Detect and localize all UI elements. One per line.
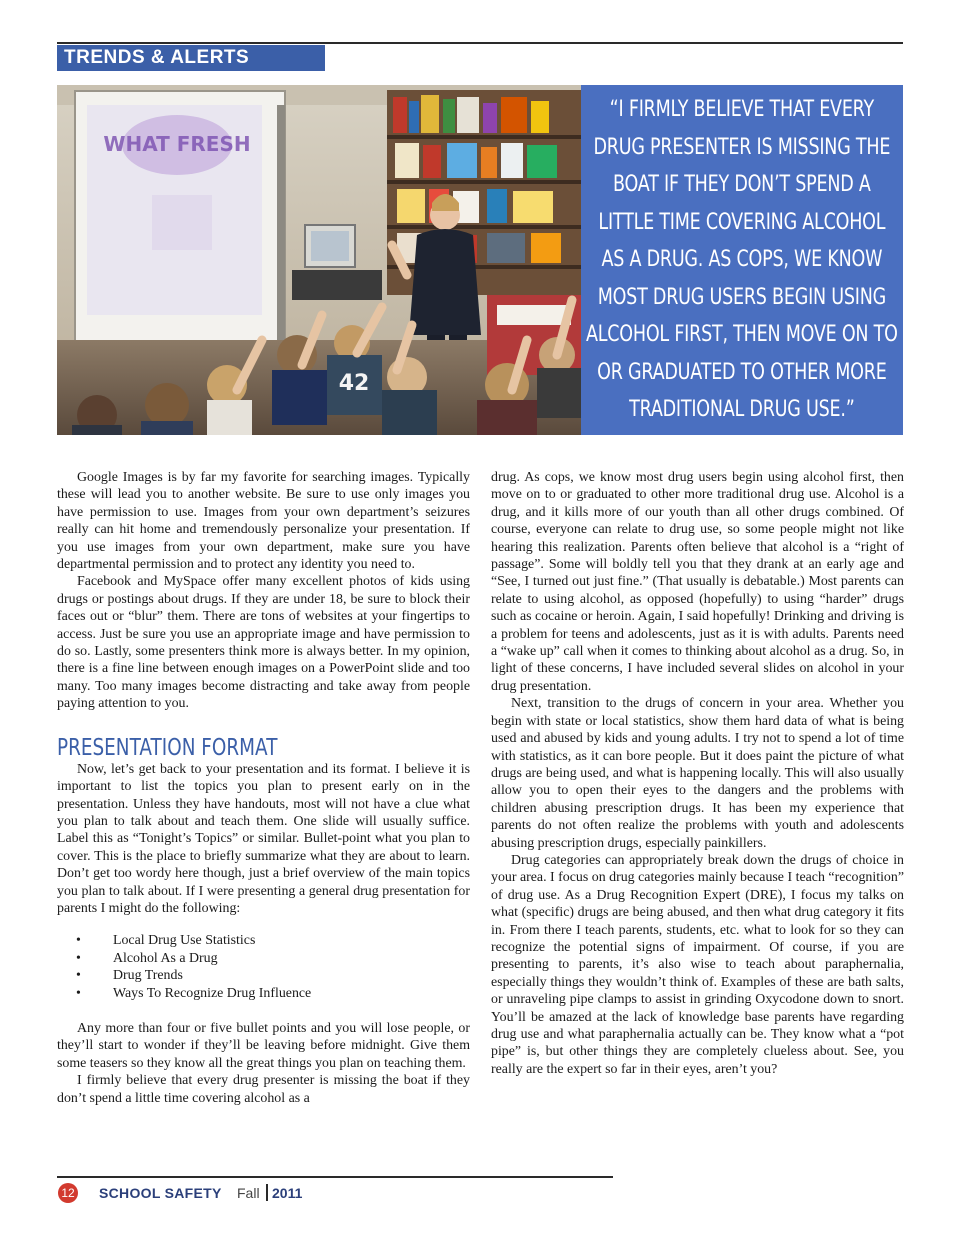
body-paragraph: I firmly believe that every drug presenter is missing the boat if they don’t spend a little time covering alcohol as a — [57, 1073, 470, 1106]
list-item — [57, 932, 470, 949]
pull-quote-line: TRADITIONAL DRUG USE.” — [629, 396, 855, 423]
body-paragraph: Google Images is by far my favorite for searching images. Typically these will lead you to another website. Be sure to use only images you have permission to use. Images from your own department’s seizures really can hit home and tremendously personalize your presentation. If you use images from your own department, make sure you have departmental permission and to protect any identity you need to. — [57, 470, 470, 573]
pull-quote-line: OR GRADUATED TO OTHER MORE — [597, 358, 887, 385]
body-paragraph: Drug categories can appropriately break down the drugs of choice in your area. I focus on drug categories mainly because I teach “recognition” of drug use. As a Drug Recognition Expert (DRE), I focus my talks on what (specific) drugs are being abused, and then what drug category it fits in. From there I teach parents, students, etc. what to look for so they can recognize the potential signs of impairment. Of course, if you are presenting to parents, it’s also wise to teach about paraphernalia, especially things they wouldn’t think of. Examples of these are bath salts, or unraveling pipe clamps to assist in grinding Oxycodone down to snort. You’ll be amazed at the lack of knowledge base parents have regarding drug use and what paraphernalia actually can be. They know what a “pot pipe” is, but other things they are completely clueless about. See, you really are the expert so far in their eyes, aren’t you? — [491, 852, 904, 1077]
issue-season: Fall — [237, 1185, 260, 1201]
article-column-right — [491, 469, 904, 1078]
screen-text: WHAT FRESH — [103, 132, 251, 156]
publication-title: SCHOOL SAFETY — [99, 1185, 222, 1201]
footer-rule — [57, 1176, 613, 1178]
pull-quote-line: LITTLE TIME COVERING ALCOHOL — [598, 208, 886, 235]
list-item — [57, 967, 470, 984]
page-number-badge: 12 — [58, 1183, 78, 1203]
pull-quote-line: ALCOHOL FIRST, THEN MOVE ON TO — [586, 321, 898, 348]
body-paragraph: Any more than four or five bullet points and you will lose people, or they’ll start to wonder if they’ll be leaving before midnight. Give them some teasers so they know all the great things you plan on teaching them. — [57, 1020, 470, 1071]
header-rule — [57, 42, 903, 44]
footer-divider — [266, 1184, 268, 1201]
pull-quote-line: BOAT IF THEY DON’T SPEND A — [613, 171, 871, 198]
bullet-icon: • — [76, 950, 81, 966]
list-item — [57, 950, 470, 967]
bullet-icon: • — [76, 968, 81, 984]
body-paragraph: Now, let’s get back to your presentation and its format. I believe it is important to list the topics you plan to present early on in the presentation. Unless they have handouts, most will not have a clue what you plan to talk about and teach them. One slide will usually suffice. Label this as “Tonight’s Topics” or similar. Bullet-point what you plan to cover. This is the place to briefly summarize what they are about to learn. Don’t get too wordy here though, just a brief overview of the main topics you plan to talk about. If I were presenting a general drug presentation for parents I might do the following: — [57, 761, 470, 916]
classroom-photo — [57, 85, 581, 435]
article-column-left — [57, 469, 470, 1107]
pull-quote-line: DRUG PRESENTER IS MISSING THE — [593, 133, 891, 160]
jersey-number: 42 — [338, 371, 370, 396]
pull-quote-box — [581, 85, 903, 435]
pull-quote-line: AS A DRUG. AS COPS, WE KNOW — [601, 246, 883, 273]
list-item-label: Drug Trends — [113, 968, 183, 984]
issue-year: 2011 — [272, 1185, 303, 1201]
section-tag: TRENDS & ALERTS — [57, 45, 325, 71]
topic-list — [57, 932, 470, 1002]
pull-quote-line: MOST DRUG USERS BEGIN USING — [597, 283, 887, 310]
list-item — [57, 985, 470, 1002]
list-item-label: Local Drug Use Statistics — [113, 933, 256, 949]
list-item-label: Alcohol As a Drug — [113, 950, 218, 966]
bullet-icon: • — [76, 985, 81, 1001]
list-item-label: Ways To Recognize Drug Influence — [113, 985, 312, 1001]
section-heading: PRESENTATION FORMAT — [57, 734, 278, 761]
pull-quote — [586, 91, 898, 429]
bullet-icon: • — [76, 933, 81, 949]
body-paragraph: Next, transition to the drugs of concern in your area. Whether you begin with state or local statistics, show them hard data of what is being used and abused by kids and young adults. I try not to spend a lot of time with statistics, as it can bore people. But it does paint the picture of what drugs are being used, and what is happening locally. This will also usually allow you to open their eyes to the dangers and the problems with children abusing prescription drugs. It has been my experience that parents do not often realize the problems with youth and adolescents abusing prescription drugs, especially painkillers. — [491, 696, 904, 851]
body-paragraph: drug. As cops, we know most drug users begin using alcohol first, then move on to or graduated to other more traditional drug use. Alcohol is a drug, and it kills more of our youth than all other drugs combined. Of course, everyone can relate to drug use, so some people might not like hearing this realization. Parents often believe that alcohol is a “right of passage”. Some will boldly tell you that they drank at an early age and “See, I turned out just fine.” (That usually is debatable.) Most parents can relate to using alcohol, as opposed (hopefully) to using “harder” drugs such as cocaine or heroin. Again, I said hopefully! Drinking and driving is a problem for teens and adolescents, just as it is with adults. Parents need a “wake up” call when it comes to thinking about alcohol as a drug. So, in light of these concerns, I have included several slides on alcohol in your drug presentation. — [491, 470, 904, 694]
body-paragraph: Facebook and MySpace offer many excellent photos of kids using drugs or postings about drugs. If they are under 18, be sure to block their faces out or “blur” them. There are tons of websites at your fingertips to access. Just be sure you use an appropriate image and have permission to do so. Lastly, some presenters think more is always better. In my opinion, there is a fine line between enough images on a PowerPoint slide and too many. Too many images become distracting and take away from people paying attention to you. — [57, 574, 470, 712]
pull-quote-line: “I FIRMLY BELIEVE THAT EVERY — [609, 96, 875, 123]
